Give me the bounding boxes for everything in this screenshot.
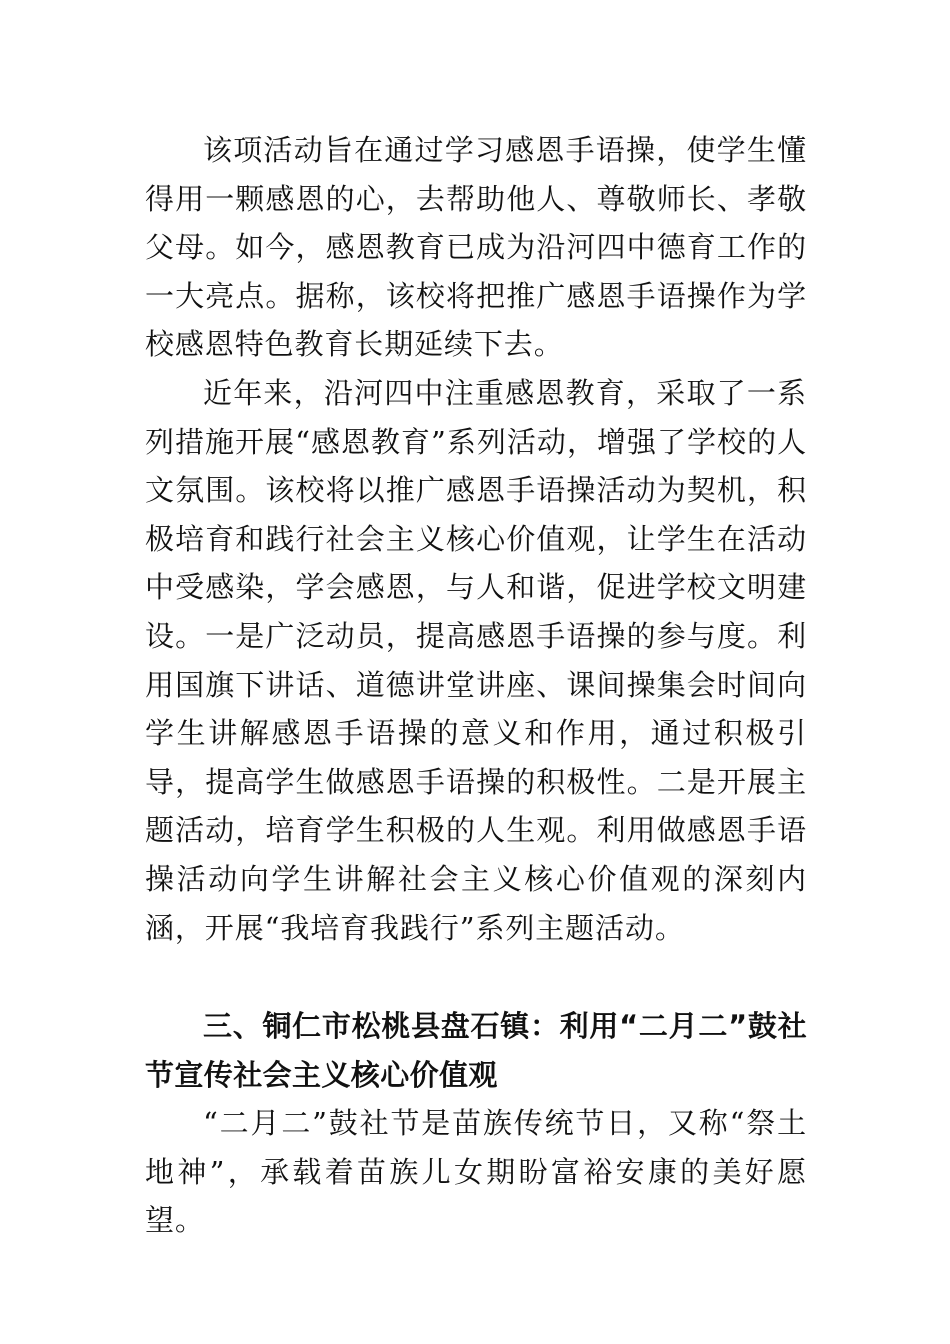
document-page	[145, 126, 807, 1274]
section-heading: 三、铜仁市松桃县盘石镇：利用“二月二”鼓社节宣传社会主义核心价值观	[145, 1009, 807, 1092]
body-paragraph: 该项活动旨在通过学习感恩手语操，使学生懂得用一颗感恩的心，去帮助他人、尊敬师长、孝敬父母。如今，感恩教育已成为沿河四中德育工作的一大亮点。据称，该校将把推广感恩手语操作为学校感恩特色教育长期延续下去。	[145, 133, 807, 362]
body-paragraph: 近年来，沿河四中注重感恩教育，采取了一系列措施开展“感恩教育”系列活动，增强了学校的人文氛围。该校将以推广感恩手语操活动为契机，积极培育和践行社会主义核心价值观，让学生在活动中受感染，学会感恩，与人和谐，促进学校文明建设。一是广泛动员，提高感恩手语操的参与度。利用国旗下讲话、道德讲堂讲座、课间操集会时间向学生讲解感恩手语操的意义和作用，通过积极引导，提高学生做感恩手语操的积极性。二是开展主题活动，培育学生积极的人生观。利用做感恩手语操活动向学生讲解社会主义核心价值观的深刻内涵，开展“我培育我践行”系列主题活动。	[145, 375, 807, 945]
section-paragraph: “二月二”鼓社节是苗族传统节日，又称“祭土地神”，承载着苗族儿女期盼富裕安康的美好愿望。	[145, 1106, 807, 1238]
